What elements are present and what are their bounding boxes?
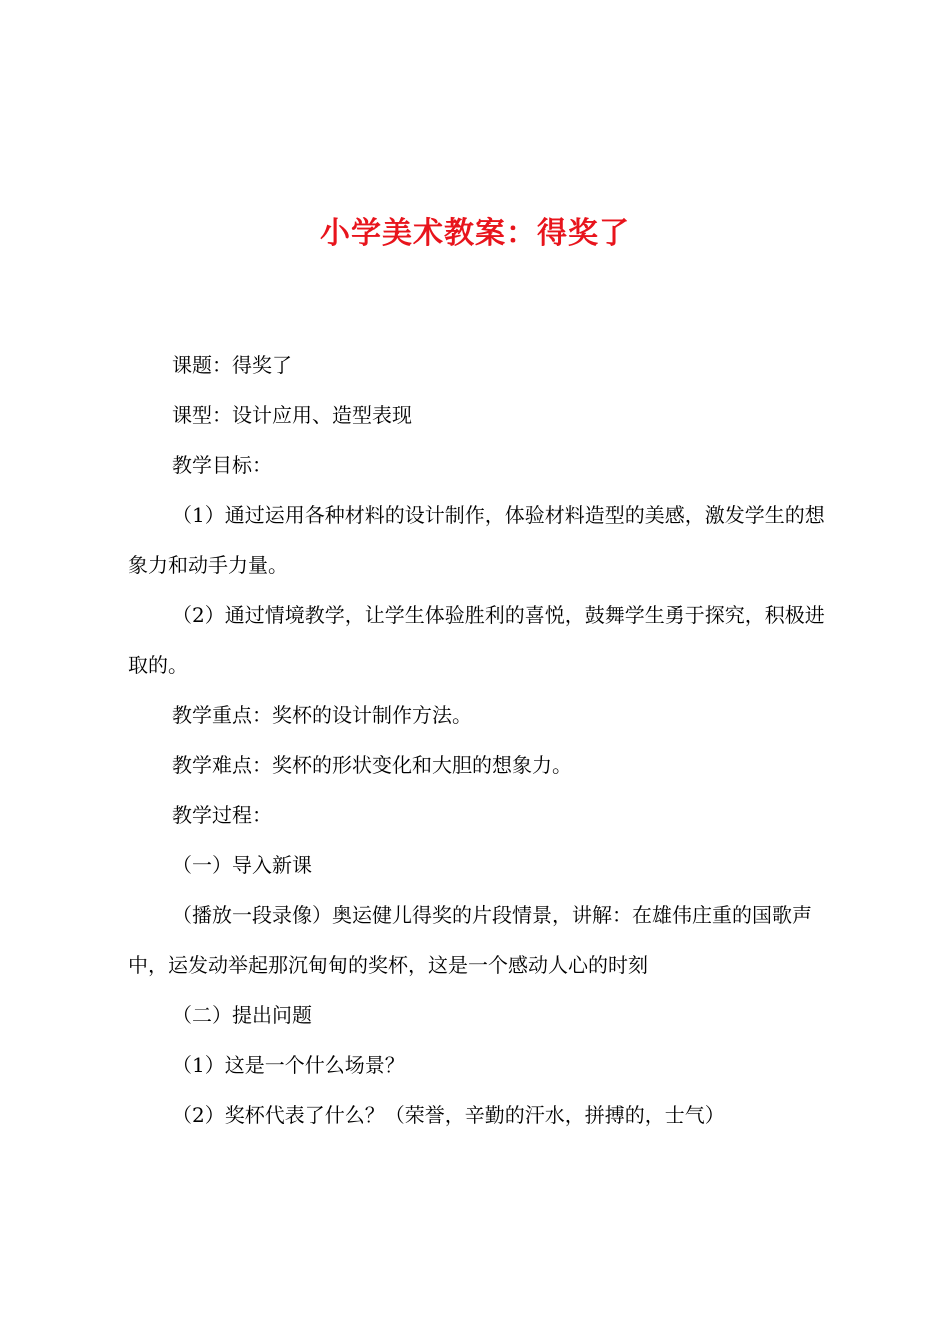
paragraph-step-1-heading: （一）导入新课 xyxy=(172,853,312,877)
paragraph-process-heading: 教学过程： xyxy=(172,803,272,827)
paragraph-key-point: 教学重点：奖杯的设计制作方法。 xyxy=(172,703,472,727)
paragraph-objective-2: （2）通过情境教学，让学生体验胜利的喜悦，鼓舞学生勇于探究，积极进取的。 xyxy=(128,603,825,677)
paragraph-question-1: （1）这是一个什么场景？ xyxy=(172,1053,405,1077)
document-title: 小学美术教案：得奖了 xyxy=(320,216,630,251)
paragraph-question-2: （2）奖杯代表了什么？（荣誉，辛勤的汗水，拼搏的，士气） xyxy=(172,1103,725,1127)
paragraph-objectives-heading: 教学目标： xyxy=(172,453,272,477)
document-body xyxy=(128,340,828,1140)
paragraph-lesson-type: 课型：设计应用、造型表现 xyxy=(172,403,412,427)
paragraph-difficulty: 教学难点：奖杯的形状变化和大胆的想象力。 xyxy=(172,753,572,777)
paragraph-step-2-heading: （二）提出问题 xyxy=(172,1003,312,1027)
paragraph-topic: 课题：得奖了 xyxy=(172,353,292,377)
paragraph-step-1-text: （播放一段录像）奥运健儿得奖的片段情景，讲解：在雄伟庄重的国歌声中，运发动举起那沉甸甸的奖杯，这是一个感动人心的时刻 xyxy=(128,903,812,977)
paragraph-objective-1: （1）通过运用各种材料的设计制作，体验材料造型的美感，激发学生的想象力和动手力量。 xyxy=(128,503,825,577)
